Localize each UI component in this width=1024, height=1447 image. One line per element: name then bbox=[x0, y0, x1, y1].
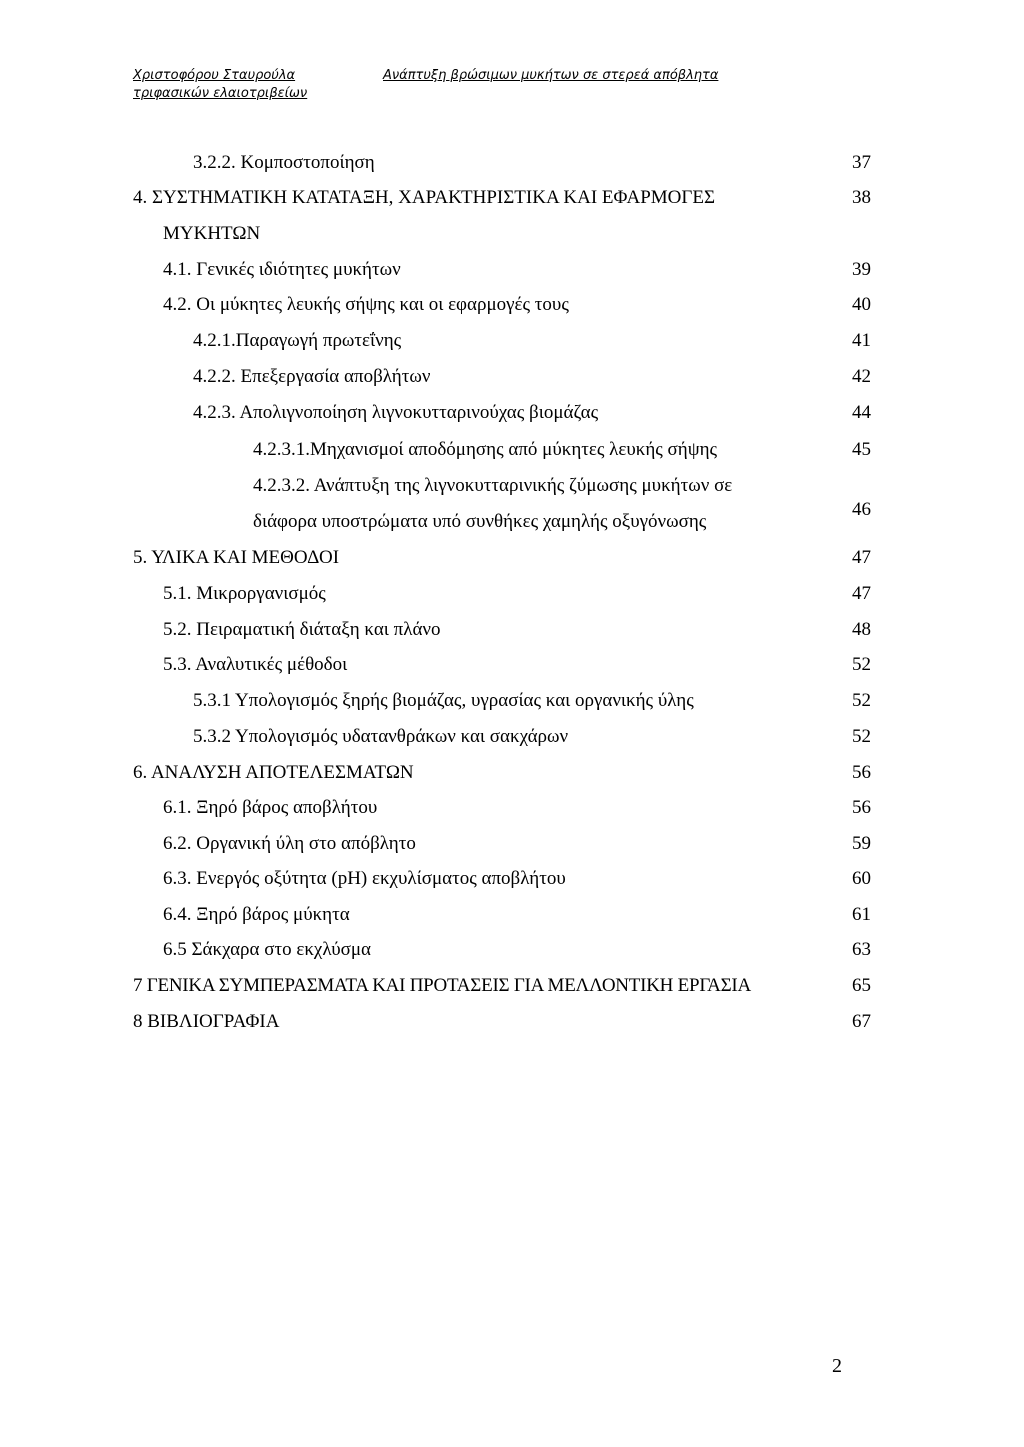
toc-page-3-2-2: 37 bbox=[852, 152, 871, 173]
toc-entry-5-1: 5.1. Μικροργανισμός bbox=[163, 583, 326, 604]
toc-page-5-3-1: 52 bbox=[852, 690, 871, 711]
page-number: 2 bbox=[832, 1355, 842, 1377]
header-author: Χριστοφόρου Σταυρούλα bbox=[133, 68, 296, 83]
toc-entry-6: 6. ΑΝΑΛΥΣΗ ΑΠΟΤΕΛΕΣΜΑΤΩΝ bbox=[133, 762, 414, 783]
toc-page-6-1: 56 bbox=[852, 797, 871, 818]
toc-page-6: 56 bbox=[852, 762, 871, 783]
toc-page-4: 38 bbox=[852, 187, 871, 208]
toc-entry-6-5: 6.5 Σάκχαρα στο εκχλύσμα bbox=[163, 939, 372, 960]
toc-entry-4-2-3-1: 4.2.3.1.Μηχανισμοί αποδόμησης από μύκητες λευκής σήψης bbox=[253, 439, 718, 460]
toc-page-4-2-3-1: 45 bbox=[852, 439, 871, 460]
toc-page-6-5: 63 bbox=[852, 939, 871, 960]
toc-page-6-4: 61 bbox=[852, 904, 871, 925]
toc-entry-7: 7 ΓΕΝΙΚΑ ΣΥΜΠΕΡΑΣΜΑΤΑ ΚΑΙ ΠΡΟΤΑΣΕΙΣ ΓΙΑ ΜΕΛΛΟΝΤΙΚΗ ΕΡΓΑΣΙΑ bbox=[133, 975, 751, 996]
toc-entry-4-continuation: ΜΥΚΗΤΩΝ bbox=[163, 223, 261, 244]
toc-page-4-2: 40 bbox=[852, 294, 871, 315]
toc-entry-4-2: 4.2. Οι μύκητες λευκής σήψης και οι εφαρμογές τους bbox=[163, 294, 569, 315]
toc-page-5-2: 48 bbox=[852, 619, 871, 640]
toc-page-4-1: 39 bbox=[852, 259, 871, 280]
toc-entry-5-2: 5.2. Πειραματική διάταξη και πλάνο bbox=[163, 619, 441, 640]
toc-entry-6-2: 6.2. Οργανική ύλη στο απόβλητο bbox=[163, 833, 416, 854]
header-title: Ανάπτυξη βρώσιμων μυκήτων σε στερεά απόβλητα bbox=[383, 68, 719, 83]
toc-entry-4: 4. ΣΥΣΤΗΜΑΤΙΚΗ ΚΑΤΑΤΑΞΗ, ΧΑΡΑΚΤΗΡΙΣΤΙΚΑ ΚΑΙ ΕΦΑΡΜΟΓΕΣ bbox=[133, 187, 716, 208]
toc-entry-6-3: 6.3. Ενεργός οξύτητα (pH) εκχυλίσματος αποβλήτου bbox=[163, 868, 566, 889]
toc-entry-3-2-2: 3.2.2. Κομποστοποίηση bbox=[193, 152, 375, 173]
toc-page-4-2-3-2: 46 bbox=[852, 499, 871, 520]
toc-entry-4-2-3-2-continuation: διάφορα υποστρώματα υπό συνθήκες χαμηλής οξυγόνωσης bbox=[253, 511, 707, 532]
toc-entry-5-3-1: 5.3.1 Υπολογισμός ξηρής βιομάζας, υγρασίας και οργανικής ύλης bbox=[193, 690, 694, 711]
toc-entry-5: 5. ΥΛΙΚΑ ΚΑΙ ΜΕΘΟΔΟΙ bbox=[133, 547, 340, 568]
toc-page-5-1: 47 bbox=[852, 583, 871, 604]
toc-page-7: 65 bbox=[852, 975, 871, 996]
toc-entry-4-1: 4.1. Γενικές ιδιότητες μυκήτων bbox=[163, 259, 401, 280]
toc-entry-4-2-2: 4.2.2. Επεξεργασία αποβλήτων bbox=[193, 366, 431, 387]
toc-page-4-2-2: 42 bbox=[852, 366, 871, 387]
toc-page-4-2-1: 41 bbox=[852, 330, 871, 351]
header-author-continuation: τριφασικών ελαιοτριβείων bbox=[133, 86, 308, 101]
toc-page-5-3-2: 52 bbox=[852, 726, 871, 747]
toc-entry-8: 8 ΒΙΒΛΙΟΓΡΑΦΙΑ bbox=[133, 1011, 280, 1032]
toc-page-5-3: 52 bbox=[852, 654, 871, 675]
toc-entry-5-3: 5.3. Αναλυτικές μέθοδοι bbox=[163, 654, 348, 675]
toc-page-5: 47 bbox=[852, 547, 871, 568]
toc-entry-4-2-1: 4.2.1.Παραγωγή πρωτεΐνης bbox=[193, 330, 402, 351]
toc-page-4-2-3: 44 bbox=[852, 402, 871, 423]
toc-page-6-2: 59 bbox=[852, 833, 871, 854]
toc-page-8: 67 bbox=[852, 1011, 871, 1032]
toc-page-6-3: 60 bbox=[852, 868, 871, 889]
toc-entry-5-3-2: 5.3.2 Υπολογισμός υδατανθράκων και σακχάρων bbox=[193, 726, 569, 747]
toc-entry-4-2-3-2: 4.2.3.2. Ανάπτυξη της λιγνοκυτταρινικής ζύμωσης μυκήτων σε bbox=[253, 475, 733, 496]
toc-entry-6-1: 6.1. Ξηρό βάρος αποβλήτου bbox=[163, 797, 378, 818]
toc-entry-6-4: 6.4. Ξηρό βάρος μύκητα bbox=[163, 904, 350, 925]
toc-entry-4-2-3: 4.2.3. Απολιγνοποίηση λιγνοκυτταρινούχας βιομάζας bbox=[193, 402, 599, 423]
